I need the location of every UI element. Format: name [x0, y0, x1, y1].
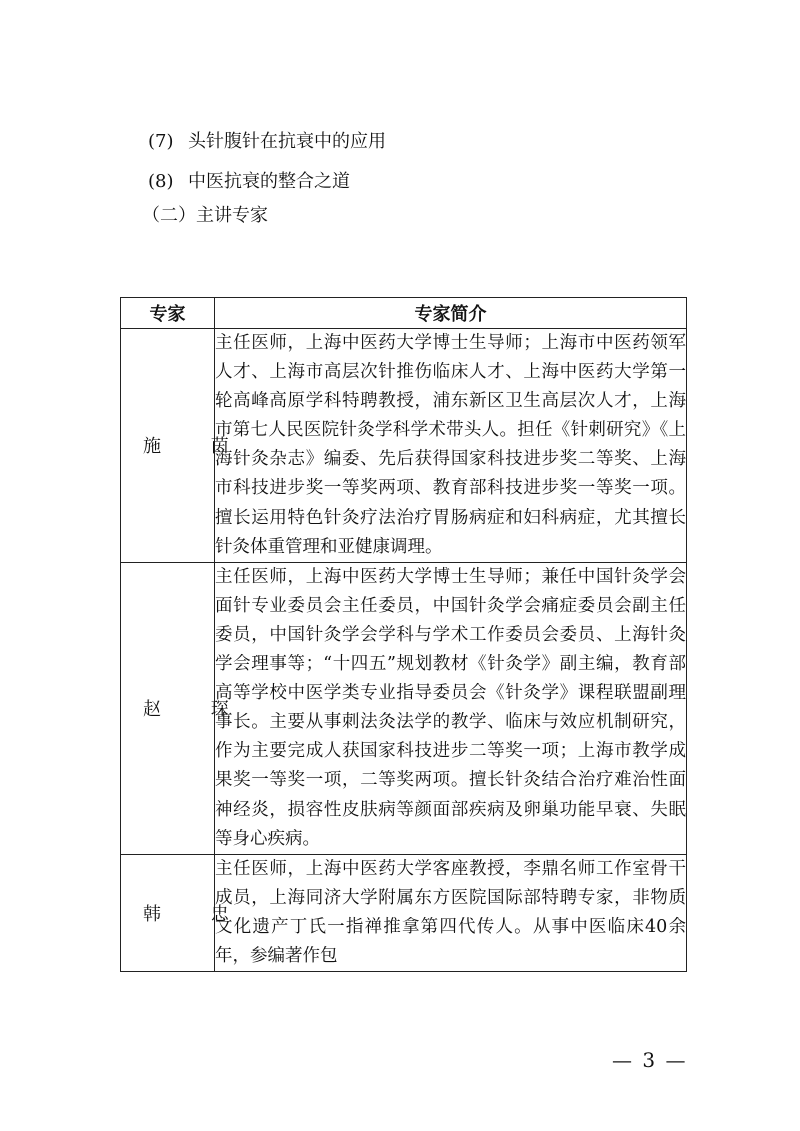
list-item-number: (8): [148, 171, 174, 192]
list-item-text: 中医抗衰的整合之道: [188, 171, 350, 192]
list-item: [148, 170, 350, 194]
list-item-text: 头针腹针在抗衰中的应用: [188, 131, 386, 152]
table-row: [121, 329, 687, 563]
list-item: [148, 130, 386, 154]
expert-name: 赵 琛: [121, 562, 215, 854]
expert-bio: 主任医师，上海中医药大学博士生导师；上海市中医药领军人才、上海市高层次针推伤临床人才、上海中医药大学第一轮高峰高原学科特聘教授，浦东新区卫生高层次人才，上海市第七人民医院针灸学科学术带头人。担任《针刺研究》《上海针灸杂志》编委、先后获得国家科技进步奖二等奖、上海市科技进步奖一等奖两项、教育部科技进步奖一等奖一项。擅长运用特色针灸疗法治疗胃肠病症和妇科病症，尤其擅长针灸体重管理和亚健康调理。: [215, 329, 687, 563]
header-intro: 专家简介: [215, 298, 687, 329]
expert-name: 施 茵: [121, 329, 215, 563]
list-item-number: (7): [148, 131, 174, 152]
expert-bio: 主任医师，上海中医药大学客座教授，李鼎名师工作室骨干成员，上海同济大学附属东方医院国际部特聘专家，非物质文化遗产丁氏一指禅推拿第四代传人。从事中医临床40余年，参编著作包: [215, 854, 687, 971]
table-row: [121, 562, 687, 854]
section-heading: （二）主讲专家: [142, 205, 268, 226]
page-number: — 3 —: [612, 1048, 688, 1072]
experts-table: [120, 297, 687, 972]
expert-bio: 主任医师，上海中医药大学博士生导师；兼任中国针灸学会面针专业委员会主任委员，中国针灸学会痛症委员会副主任委员，中国针灸学会学科与学术工作委员会委员、上海针灸学会理事等；“十四五”规划教材《针灸学》副主编，教育部高等学校中医学类专业指导委员会《针灸学》课程联盟副理事长。主要从事刺法灸法学的教学、临床与效应机制研究，作为主要完成人获国家科技进步二等奖一项；上海市教学成果奖一等奖一项，二等奖两项。擅长针灸结合治疗难治性面神经炎，损容性皮肤病等颜面部疾病及卵巢功能早衰、失眠等身心疾病。: [215, 562, 687, 854]
expert-name: 韩 忠: [121, 854, 215, 971]
table-row: [121, 854, 687, 971]
table-header-row: [121, 298, 687, 329]
header-expert: 专家: [121, 298, 215, 329]
